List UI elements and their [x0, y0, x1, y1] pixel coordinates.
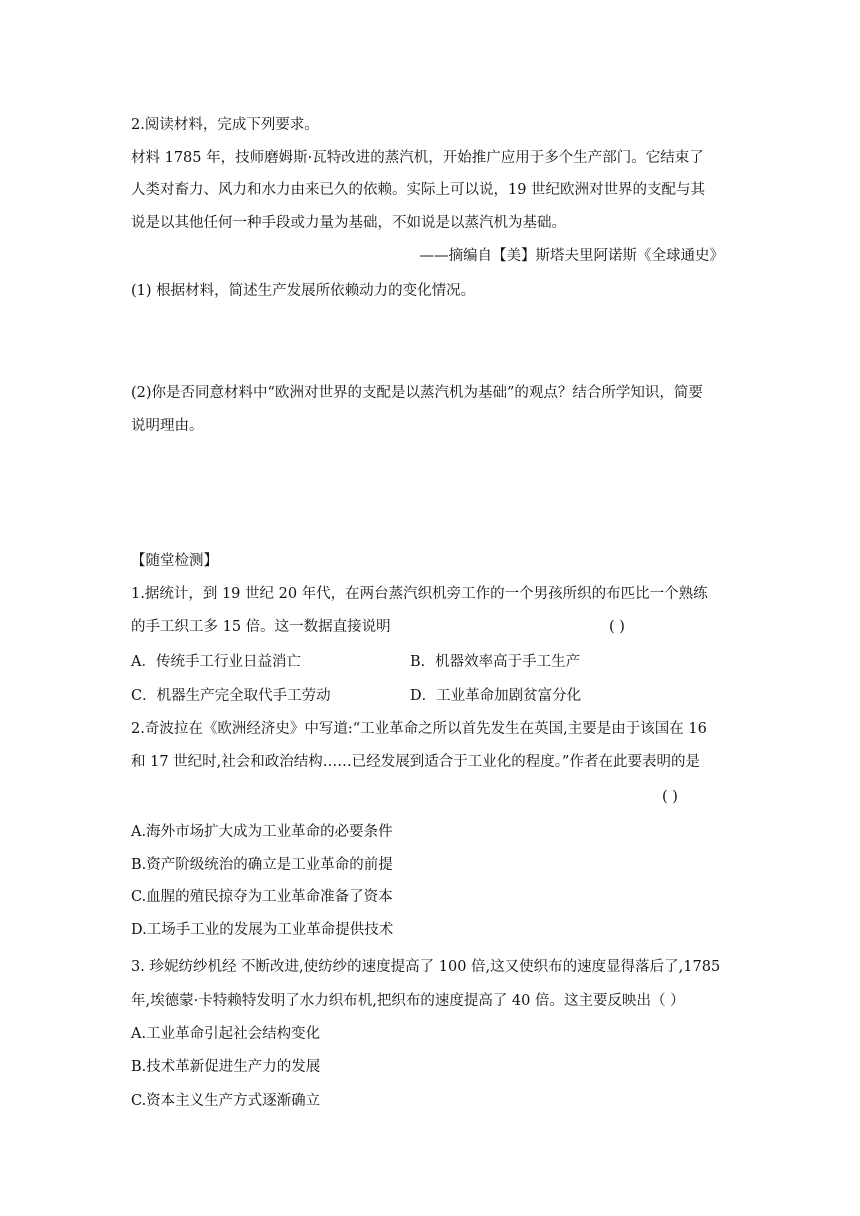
- q2-option-c: C.血腥的殖民掠夺为工业革命准备了资本: [131, 889, 393, 905]
- sub-question-2-line: 说明理由。: [131, 418, 204, 434]
- q1-stem-line: 的手工织工多 15 倍。这一数据直接说明: [131, 619, 391, 635]
- q1-stem-line: 1.据统计，到 19 世纪 20 年代，在两台蒸汽织机旁工作的一个男孩所织的布匹比一个熟练: [131, 586, 708, 602]
- q3-option-a: A.工业革命引起社会结构变化: [131, 1026, 321, 1042]
- q3-stem-line: 3. 珍妮纺纱机经 不断改进,使纺纱的速度提高了 100 倍,这又使织布的速度显得落后了,1785: [131, 959, 721, 975]
- q2-option-d: D.工场手工业的发展为工业革命提供技术: [131, 922, 394, 938]
- q3-stem-line: 年,埃德蒙·卡特赖特发明了水力织布机,把织布的速度提高了 40 倍。这主要反映出（ ）: [131, 993, 685, 1009]
- q1-option-c: C．机器生产完全取代手工劳动: [131, 688, 331, 704]
- q2-stem-line: 和 17 世纪时,社会和政治结构……已经发展到适合于工业化的程度。”作者在此要表明的是: [131, 754, 700, 770]
- q1-option-d: D．工业革命加剧贫富分化: [410, 688, 582, 704]
- q2-answer-bracket: ( ): [662, 789, 678, 805]
- material-source: ——摘编自【美】斯塔夫里阿诺斯《全球通史》: [419, 248, 724, 264]
- material-line: 说是以其他任何一种手段或力量为基础，不如说是以蒸汽机为基础。: [131, 215, 566, 231]
- material-line: 材料 1785 年，技师磨姆斯·瓦特改进的蒸汽机，开始推广应用于多个生产部门。它结束了: [131, 150, 704, 166]
- material-line: 人类对畜力、风力和水力由来已久的依赖。实际上可以说，19 世纪欧洲对世界的支配与其: [131, 182, 706, 198]
- q3-option-b: B.技术革新促进生产力的发展: [131, 1059, 321, 1075]
- sub-question-1: (1) 根据材料，简述生产发展所依赖动力的变化情况。: [131, 283, 476, 299]
- q1-option-b: B．机器效率高于手工生产: [410, 654, 581, 670]
- q1-option-a: A．传统手工行业日益消亡: [131, 654, 301, 670]
- section-heading: 【随堂检测】: [131, 553, 218, 569]
- reading-question-title: 2.阅读材料，完成下列要求。: [131, 117, 319, 133]
- q2-option-b: B.资产阶级统治的确立是工业革命的前提: [131, 857, 393, 873]
- sub-question-2-line: (2)你是否同意材料中“欧洲对世界的支配是以蒸汽机为基础”的观点？结合所学知识，简要: [131, 385, 703, 401]
- q1-answer-bracket: ( ): [609, 619, 625, 635]
- q2-stem-line: 2.奇波拉在《欧洲经济史》中写道:“工业革命之所以首先发生在英国,主要是由于该国在 16: [131, 721, 707, 737]
- q2-option-a: A.海外市场扩大成为工业革命的必要条件: [131, 824, 393, 840]
- q3-option-c: C.资本主义生产方式逐渐确立: [131, 1093, 321, 1109]
